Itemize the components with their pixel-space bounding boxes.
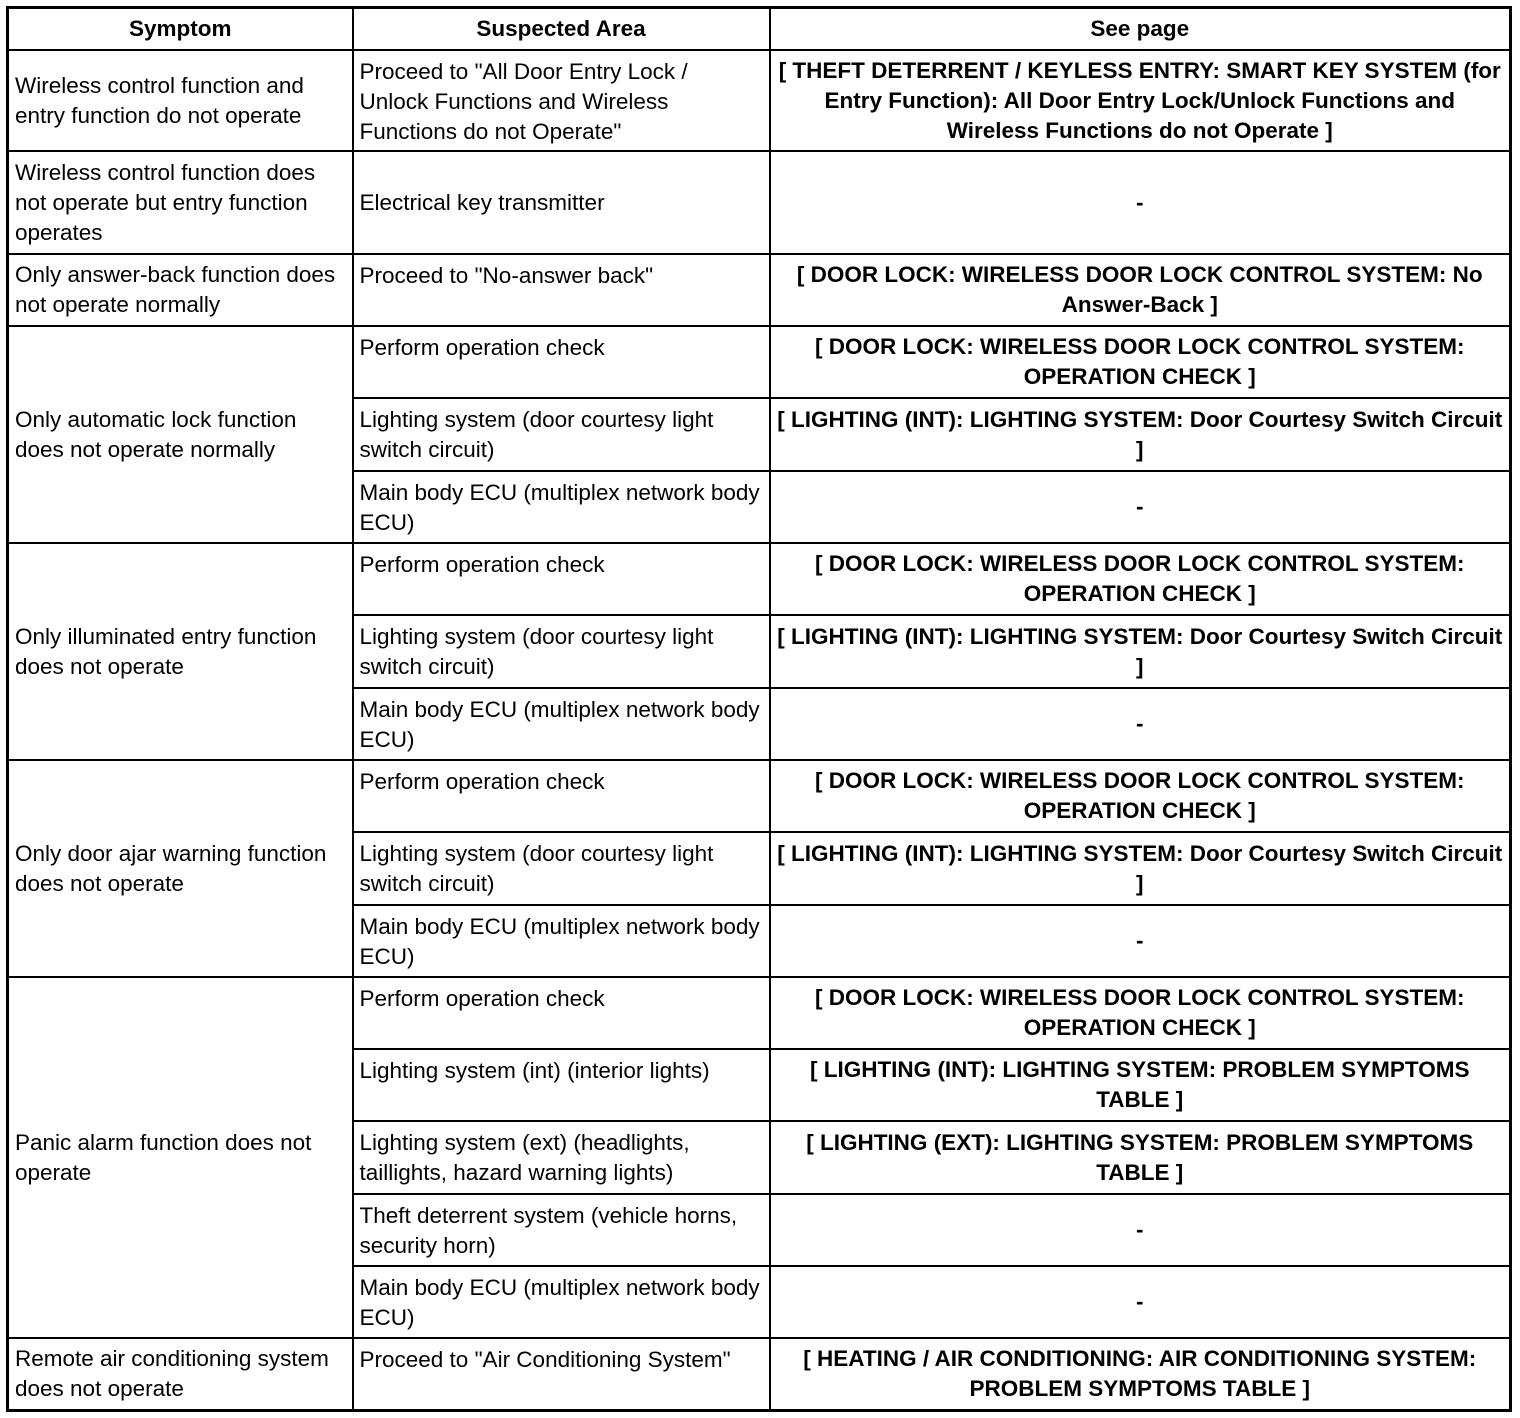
suspected-area-cell: Lighting system (int) (interior lights) [353, 1049, 770, 1121]
see-page-cell: [ HEATING / AIR CONDITIONING: AIR CONDITIONING SYSTEM: PROBLEM SYMPTOMS TABLE ] [770, 1338, 1511, 1410]
see-page-cell: - [770, 151, 1511, 254]
suspected-area-cell: Main body ECU (multiplex network body ECU) [353, 688, 770, 760]
see-page-cell: - [770, 1194, 1511, 1266]
see-page-cell: [ DOOR LOCK: WIRELESS DOOR LOCK CONTROL SYSTEM: No Answer-Back ] [770, 254, 1511, 326]
symptom-cell: Only answer-back function does not operate normally [8, 254, 353, 326]
see-page-cell: [ DOOR LOCK: WIRELESS DOOR LOCK CONTROL SYSTEM: OPERATION CHECK ] [770, 760, 1511, 832]
suspected-area-cell: Lighting system (door courtesy light switch circuit) [353, 832, 770, 905]
header-see-page: See page [770, 8, 1511, 51]
suspected-area-cell: Perform operation check [353, 543, 770, 615]
symptom-cell: Wireless control function and entry function do not operate [8, 50, 353, 151]
suspected-area-cell: Proceed to "All Door Entry Lock / Unlock Functions and Wireless Functions do not Operate" [353, 50, 770, 151]
problem-symptoms-table [6, 6, 1512, 1412]
suspected-area-cell: Lighting system (door courtesy light switch circuit) [353, 398, 770, 471]
header-row [8, 8, 1511, 51]
table-row [8, 254, 1511, 326]
see-page-cell: [ LIGHTING (INT): LIGHTING SYSTEM: Door Courtesy Switch Circuit ] [770, 615, 1511, 688]
suspected-area-cell: Main body ECU (multiplex network body ECU) [353, 1266, 770, 1338]
suspected-area-cell: Perform operation check [353, 760, 770, 832]
table-row [8, 1338, 1511, 1410]
suspected-area-cell: Proceed to "Air Conditioning System" [353, 1338, 770, 1410]
table-row [8, 326, 1511, 398]
suspected-area-cell: Electrical key transmitter [353, 151, 770, 254]
symptom-cell: Only illuminated entry function does not operate [8, 543, 353, 760]
table-row [8, 50, 1511, 151]
see-page-cell: - [770, 471, 1511, 543]
table-row [8, 543, 1511, 615]
see-page-cell: [ THEFT DETERRENT / KEYLESS ENTRY: SMART KEY SYSTEM (for Entry Function): All Door Entry Lock/Unlock Functions and Wireless Functions do not Operate ] [770, 50, 1511, 151]
see-page-cell: [ LIGHTING (INT): LIGHTING SYSTEM: Door Courtesy Switch Circuit ] [770, 832, 1511, 905]
table-row [8, 977, 1511, 1049]
see-page-cell: - [770, 688, 1511, 760]
suspected-area-cell: Perform operation check [353, 326, 770, 398]
header-suspected-area: Suspected Area [353, 8, 770, 51]
symptom-cell: Remote air conditioning system does not operate [8, 1338, 353, 1410]
suspected-area-cell: Lighting system (door courtesy light switch circuit) [353, 615, 770, 688]
symptom-cell: Panic alarm function does not operate [8, 977, 353, 1338]
see-page-cell: - [770, 905, 1511, 977]
suspected-area-cell: Proceed to "No-answer back" [353, 254, 770, 326]
suspected-area-cell: Lighting system (ext) (headlights, taillights, hazard warning lights) [353, 1121, 770, 1194]
see-page-cell: [ LIGHTING (INT): LIGHTING SYSTEM: PROBLEM SYMPTOMS TABLE ] [770, 1049, 1511, 1121]
suspected-area-cell: Main body ECU (multiplex network body ECU) [353, 905, 770, 977]
table-row [8, 151, 1511, 254]
see-page-cell: [ LIGHTING (EXT): LIGHTING SYSTEM: PROBLEM SYMPTOMS TABLE ] [770, 1121, 1511, 1194]
suspected-area-cell: Perform operation check [353, 977, 770, 1049]
table-row [8, 760, 1511, 832]
see-page-cell: [ DOOR LOCK: WIRELESS DOOR LOCK CONTROL SYSTEM: OPERATION CHECK ] [770, 326, 1511, 398]
see-page-cell: [ DOOR LOCK: WIRELESS DOOR LOCK CONTROL SYSTEM: OPERATION CHECK ] [770, 977, 1511, 1049]
suspected-area-cell: Main body ECU (multiplex network body ECU) [353, 471, 770, 543]
see-page-cell: [ DOOR LOCK: WIRELESS DOOR LOCK CONTROL SYSTEM: OPERATION CHECK ] [770, 543, 1511, 615]
symptom-cell: Only door ajar warning function does not operate [8, 760, 353, 977]
see-page-cell: - [770, 1266, 1511, 1338]
suspected-area-cell: Theft deterrent system (vehicle horns, security horn) [353, 1194, 770, 1266]
header-symptom: Symptom [8, 8, 353, 51]
symptom-cell: Wireless control function does not operate but entry function operates [8, 151, 353, 254]
see-page-cell: [ LIGHTING (INT): LIGHTING SYSTEM: Door Courtesy Switch Circuit ] [770, 398, 1511, 471]
symptom-cell: Only automatic lock function does not operate normally [8, 326, 353, 543]
